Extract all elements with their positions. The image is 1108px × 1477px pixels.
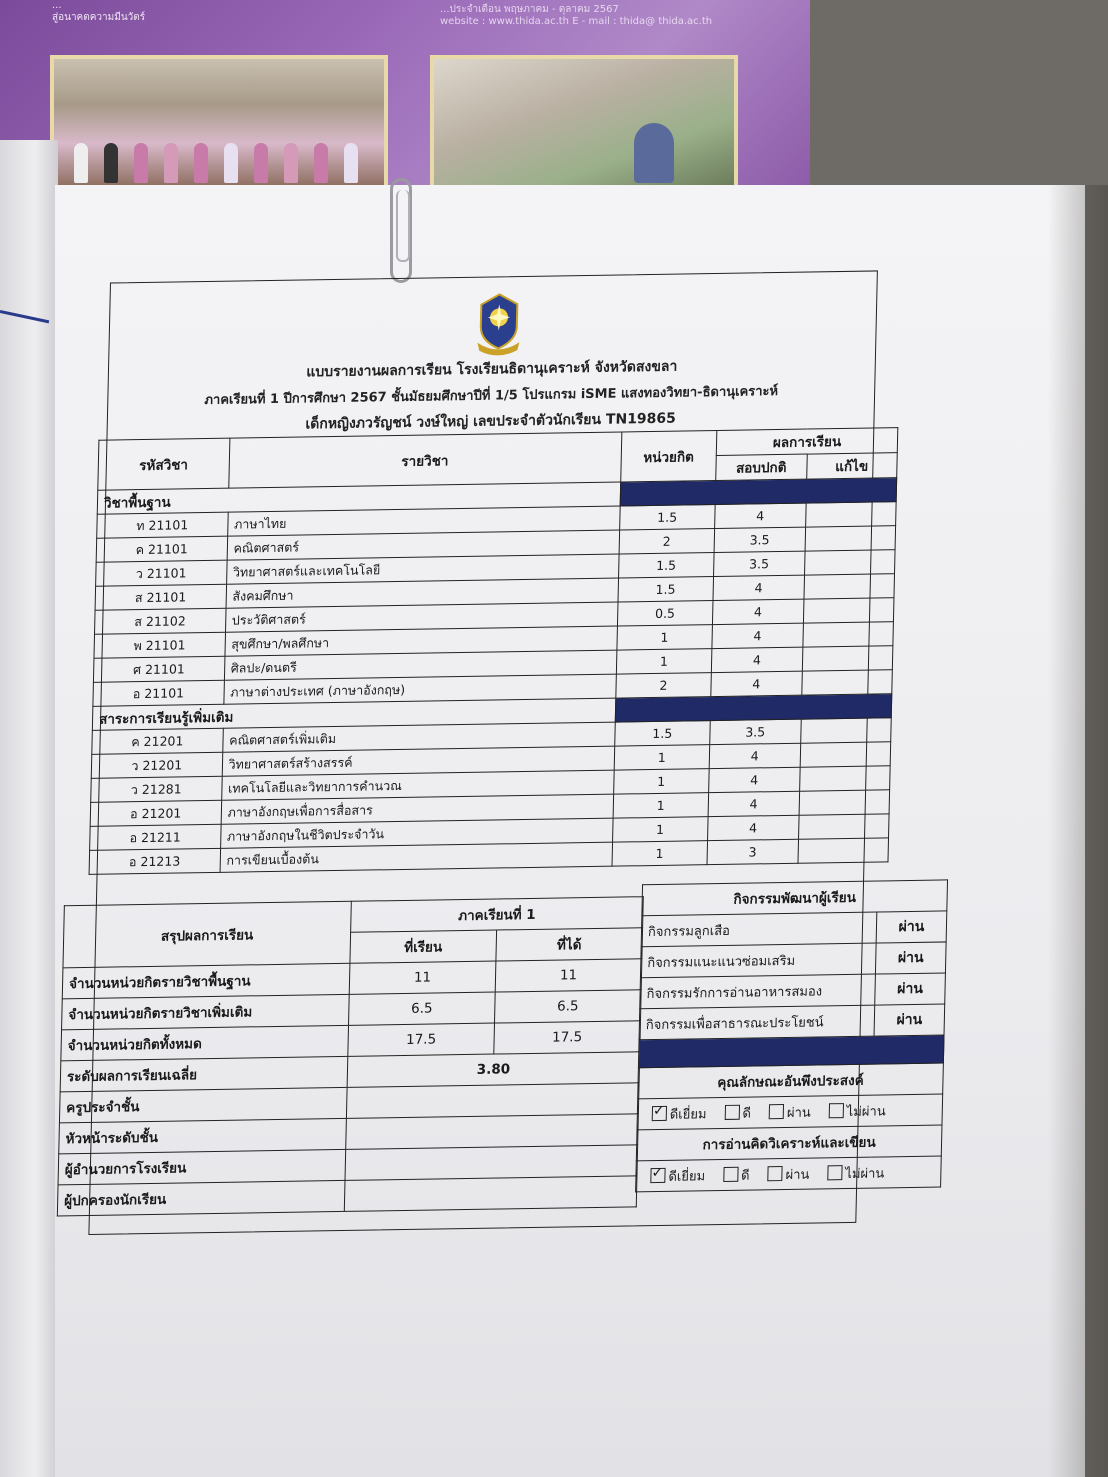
activities-title: กิจกรรมพัฒนาผู้เรียน bbox=[642, 880, 948, 916]
activity-name: กิจกรรมเพื่อสาธารณะประโยชน์ bbox=[639, 1005, 875, 1040]
summary-studied: 17.5 bbox=[348, 1023, 495, 1056]
subject-code: อ 21201 bbox=[90, 800, 221, 826]
signer-label: ผู้ปกครองนักเรียน bbox=[57, 1180, 345, 1216]
left-page-edge bbox=[0, 140, 58, 1477]
subject-name: สังคมศึกษา bbox=[226, 578, 618, 608]
subject-name: ประวัติศาสตร์ bbox=[225, 602, 617, 632]
traits-option-label: ดีเยี่ยม bbox=[669, 1106, 707, 1123]
signer-label: ผู้อำนวยการโรงเรียน bbox=[58, 1149, 346, 1185]
subject-units: 2 bbox=[615, 673, 711, 699]
summary-label: จำนวนหน่วยกิตรายวิชาพื้นฐาน bbox=[62, 963, 350, 999]
gpa-label: ระดับผลการเรียนเฉลี่ย bbox=[60, 1056, 348, 1092]
signer-label: หัวหน้าระดับชั้น bbox=[59, 1118, 347, 1154]
subject-units: 0.5 bbox=[617, 601, 713, 627]
signature-field bbox=[345, 1145, 638, 1181]
subject-units: 1.5 bbox=[614, 721, 710, 747]
subject-name: การเขียนเบื้องต้น bbox=[220, 842, 612, 872]
subject-fix bbox=[802, 646, 893, 671]
signature-field bbox=[346, 1083, 639, 1119]
subject-fix bbox=[802, 622, 893, 647]
subject-grade: 4 bbox=[713, 599, 804, 624]
subject-grade: 4 bbox=[711, 647, 802, 672]
summary-title: สรุปผลการเรียน bbox=[63, 901, 351, 968]
subject-name: สุขศึกษา/พลศึกษา bbox=[225, 626, 617, 656]
col-subject: รายวิชา bbox=[228, 432, 621, 488]
reading-option-label: ผ่าน bbox=[785, 1167, 810, 1183]
subject-grade: 4 bbox=[708, 791, 799, 816]
subject-code: ศ 21101 bbox=[93, 656, 224, 682]
subject-code: ว 21281 bbox=[91, 776, 222, 802]
grade-report bbox=[56, 269, 988, 1244]
summary-earned: 6.5 bbox=[494, 990, 641, 1023]
subject-code: อ 21211 bbox=[90, 824, 221, 850]
subject-units: 2 bbox=[619, 529, 715, 555]
subject-code: ค 21201 bbox=[92, 728, 223, 754]
subject-grade: 4 bbox=[708, 815, 799, 840]
activity-result: ผ่าน bbox=[875, 942, 946, 974]
subject-units: 1.5 bbox=[619, 505, 715, 531]
activity-result: ผ่าน bbox=[876, 911, 947, 943]
summary-table bbox=[57, 896, 644, 1216]
col-normal: สอบปกติ bbox=[716, 454, 807, 480]
traits-options bbox=[637, 1094, 943, 1130]
report-subtitle: ภาคเรียนที่ 1 ปีการศึกษา 2567 ชั้นมัธยมศึกษาปีที่ 1/5 โปรแกรม iSME แสงทองวิทยา-ธิดานุเคราะห์ bbox=[204, 384, 779, 409]
activity-name: กิจกรรมรักการอ่านอาหารสมอง bbox=[640, 974, 876, 1009]
subject-name: คณิตศาสตร์ bbox=[227, 530, 619, 560]
signer-label: ครูประจำชั้น bbox=[59, 1087, 347, 1123]
summary-studied-header: ที่เรียน bbox=[350, 930, 497, 963]
reading-option-label: ไม่ผ่าน bbox=[845, 1165, 885, 1182]
reading-title: การอ่านคิดวิเคราะห์และเขียน bbox=[636, 1125, 942, 1161]
activities-table bbox=[635, 879, 948, 1192]
subject-code: ค 21101 bbox=[96, 536, 227, 562]
reading-checkbox[interactable] bbox=[767, 1166, 782, 1181]
subject-name: เทคโนโลยีและวิทยาการคำนวณ bbox=[221, 770, 613, 800]
subject-grade: 3 bbox=[707, 839, 798, 864]
subject-name: วิทยาศาสตร์สร้างสรรค์ bbox=[222, 746, 614, 776]
paper-shadow bbox=[1048, 185, 1108, 1477]
col-fix: แก้ไข bbox=[806, 453, 897, 479]
reading-option-label: ดี bbox=[740, 1168, 750, 1184]
subject-code: อ 21213 bbox=[89, 848, 220, 874]
col-result: ผลการเรียน bbox=[716, 428, 897, 456]
activity-result: ผ่าน bbox=[875, 973, 946, 1005]
paper-clip-inner bbox=[396, 190, 410, 262]
signature-field bbox=[346, 1114, 639, 1150]
subject-code: ว 21201 bbox=[91, 752, 222, 778]
subject-fix bbox=[805, 526, 896, 551]
booklet-contact: ...ประจำเดือน พฤษภาคม - ตุลาคม 2567 website : www.thida.ac.th E - mail : thida@ thida.ac.th bbox=[440, 4, 713, 27]
activity-result: ผ่าน bbox=[874, 1004, 945, 1036]
subject-grade: 3.5 bbox=[714, 527, 805, 552]
summary-studied: 6.5 bbox=[348, 992, 495, 1025]
section-title: วิชาพื้นฐาน bbox=[97, 482, 620, 514]
subject-code: ส 21101 bbox=[95, 584, 226, 610]
traits-title: คุณลักษณะอันพึงประสงค์ bbox=[638, 1063, 944, 1099]
traits-checkbox[interactable] bbox=[724, 1104, 739, 1119]
subject-fix bbox=[800, 742, 891, 767]
traits-checkbox[interactable] bbox=[829, 1103, 844, 1118]
traits-option-label: ไม่ผ่าน bbox=[846, 1103, 886, 1120]
subject-code: อ 21101 bbox=[93, 680, 224, 706]
traits-option-label: ดี bbox=[742, 1106, 752, 1122]
subject-grade: 4 bbox=[709, 767, 800, 792]
subject-grade: 4 bbox=[713, 575, 804, 600]
subject-units: 1 bbox=[614, 745, 710, 771]
summary-semester: ภาคเรียนที่ 1 bbox=[351, 897, 644, 933]
subject-code: ส 21102 bbox=[95, 608, 226, 634]
subject-code: ว 21101 bbox=[96, 560, 227, 586]
subject-units: 1 bbox=[613, 769, 709, 795]
subject-grade: 4 bbox=[712, 623, 803, 648]
subject-grade: 3.5 bbox=[710, 719, 801, 744]
subject-fix bbox=[805, 502, 896, 527]
traits-option-label: ผ่าน bbox=[786, 1105, 811, 1121]
subject-fix bbox=[804, 550, 895, 575]
school-seal-icon bbox=[473, 290, 524, 357]
subject-units: 1 bbox=[613, 793, 709, 819]
signature-field bbox=[344, 1176, 637, 1212]
booklet-photo-portrait bbox=[430, 55, 738, 193]
subject-fix bbox=[803, 598, 894, 623]
subject-fix bbox=[801, 670, 892, 695]
subject-fix bbox=[797, 838, 888, 863]
reading-checkbox[interactable] bbox=[650, 1167, 665, 1182]
summary-label: จำนวนหน่วยกิตรายวิชาเพิ่มเติม bbox=[62, 994, 350, 1030]
subject-fix bbox=[798, 814, 889, 839]
col-units: หน่วยกิต bbox=[620, 430, 717, 482]
subject-units: 1 bbox=[616, 649, 712, 675]
background-booklet-cover bbox=[0, 0, 810, 200]
subject-units: 1 bbox=[612, 841, 708, 867]
activity-name: กิจกรรมลูกเสือ bbox=[641, 912, 877, 947]
subject-units: 1.5 bbox=[618, 577, 714, 603]
summary-earned-header: ที่ได้ bbox=[496, 928, 643, 961]
booklet-photo-group bbox=[50, 55, 388, 193]
subject-name: วิทยาศาสตร์และเทคโนโลยี bbox=[226, 554, 618, 584]
traits-checkbox[interactable] bbox=[769, 1104, 784, 1119]
reading-options bbox=[636, 1156, 942, 1192]
section-title: สาระการเรียนรู้เพิ่มเติม bbox=[92, 698, 615, 730]
subject-code: ท 21101 bbox=[97, 512, 228, 538]
subject-name: ศิลปะ/ดนตรี bbox=[224, 650, 616, 680]
subject-units: 1 bbox=[612, 817, 708, 843]
col-code: รหัสวิชา bbox=[98, 438, 230, 490]
subject-name: ภาษาไทย bbox=[227, 506, 619, 536]
reading-checkbox[interactable] bbox=[827, 1165, 842, 1180]
subject-fix bbox=[799, 766, 890, 791]
subject-name: ภาษาต่างประเทศ (ภาษาอังกฤษ) bbox=[224, 674, 616, 704]
subject-grade: 4 bbox=[709, 743, 800, 768]
subject-units: 1.5 bbox=[618, 553, 714, 579]
summary-label: จำนวนหน่วยกิตทั้งหมด bbox=[61, 1025, 349, 1061]
subject-name: ภาษาอังกฤษเพื่อการสื่อสาร bbox=[221, 794, 613, 824]
report-title: แบบรายงานผลการเรียน โรงเรียนธิดานุเคราะห์ จังหวัดสงขลา bbox=[306, 358, 678, 381]
subject-code: พ 21101 bbox=[94, 632, 225, 658]
activity-name: กิจกรรมแนะแนวซ่อมเสริม bbox=[640, 943, 876, 978]
subject-fix bbox=[799, 790, 890, 815]
summary-studied: 11 bbox=[349, 961, 496, 994]
reading-checkbox[interactable] bbox=[723, 1166, 738, 1181]
gpa-value: 3.80 bbox=[347, 1052, 640, 1088]
subject-grade: 4 bbox=[711, 671, 802, 696]
grades-table bbox=[89, 427, 899, 875]
subject-units: 1 bbox=[617, 625, 713, 651]
summary-earned: 17.5 bbox=[494, 1021, 641, 1054]
subject-grade: 3.5 bbox=[714, 551, 805, 576]
reading-option-label: ดีเยี่ยม bbox=[668, 1168, 706, 1185]
subject-name: ภาษาอังกฤษในชีวิตประจำวัน bbox=[220, 818, 612, 848]
summary-earned: 11 bbox=[495, 959, 642, 992]
traits-checkbox[interactable] bbox=[652, 1105, 667, 1120]
subject-fix bbox=[803, 574, 894, 599]
booklet-slogan: ... สู่อนาคตความมีนวัตร์ bbox=[52, 0, 146, 23]
student-info: เด็กหญิงภวรัญชน์ วงษ์ใหญ่ เลขประจำตัวนักเรียน TN19865 bbox=[305, 410, 677, 433]
subject-name: คณิตศาสตร์เพิ่มเติม bbox=[222, 722, 614, 752]
subject-grade: 4 bbox=[715, 503, 806, 528]
subject-fix bbox=[800, 718, 891, 743]
